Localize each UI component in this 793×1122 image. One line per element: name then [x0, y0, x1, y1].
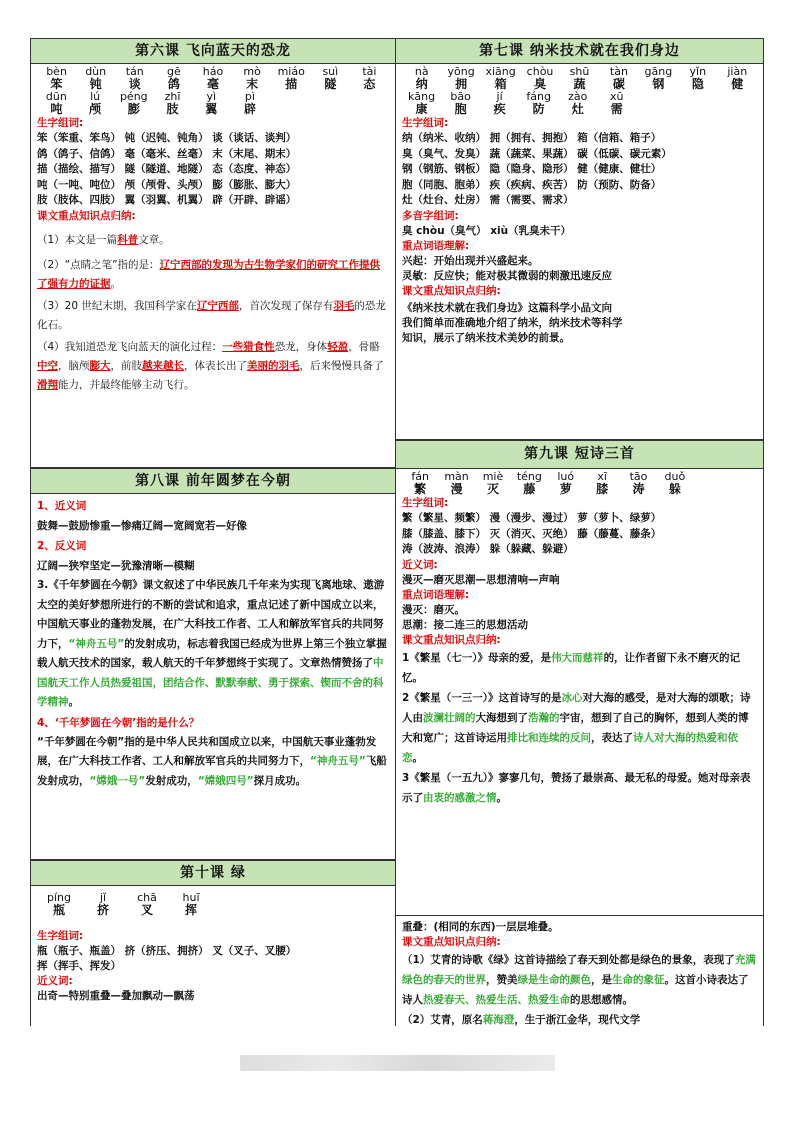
- lesson10-title: 第十课 绿: [31, 861, 395, 886]
- hanzi: 膨: [127, 102, 140, 116]
- pinyin: fán: [411, 470, 429, 483]
- pinyin: shū: [569, 65, 590, 78]
- hanzi: 健: [731, 77, 744, 91]
- pinyin: chòu: [526, 65, 554, 78]
- hanzi: 疾: [493, 102, 506, 116]
- pinyin-cell: [558, 91, 597, 116]
- lesson7-polyphone: 臭 chòu（臭气） xiù（乳臭未干）: [402, 224, 572, 237]
- lesson6-words: [37, 131, 389, 209]
- pinyin-cell: [37, 892, 81, 917]
- lesson7-term2: 灵敏：反应快；能对极其微弱的刺激迅速反应: [402, 269, 612, 282]
- lesson6-pinyin-row1: [37, 66, 389, 91]
- lesson10-point1: （1）艾青的诗歌《绿》这首诗描绘了春天到处都是绿色的景象，表现了充满绿色的春天的世界，赞美绿是生命的颜色，是生命的象征。这首小诗表达了诗人热爱春天、热爱生活、热爱生命的思想感情。: [402, 954, 756, 1006]
- hanzi: 颅: [89, 102, 102, 116]
- lesson9-point2: 2《繁星（一三一）》这首诗写的是冰心对大海的感受，是对大海的颂歌；诗人由波澜壮阔的大海想到了浩瀚的宇宙，想到了自己的胸怀，想到人类的博大和宽广；这首诗运用排比和连续的反问，表达了诗人对大海的热爱和依恋。: [402, 691, 751, 764]
- lesson9-words-label: 生字组词:: [402, 497, 449, 509]
- pinyin-cell: [311, 66, 350, 91]
- pinyin-cell: [657, 471, 693, 496]
- lesson6-point4: （4）我知道恐龙飞向蓝天的演化过程：一些猎食性恐龙，身体轻盈，骨骼中空，脑颅膨大，前肢越来越长，体表长出了美丽的羽毛，后来慢慢具备了滑翔能力，并最终能够主动飞行。: [37, 340, 384, 391]
- hanzi: 拥: [455, 77, 468, 91]
- hanzi: 防: [532, 102, 545, 116]
- lesson10-words-label: 生字组词:: [37, 930, 84, 942]
- hanzi: 繁: [414, 482, 427, 496]
- lesson10-continued-section: [396, 916, 764, 1026]
- pinyin: péng: [119, 90, 148, 103]
- hanzi: 肢: [166, 102, 179, 116]
- hanzi: 鸽: [167, 77, 180, 91]
- lesson10-term-overlap: 重叠：(相同的东西)一层层堆叠。: [402, 921, 559, 933]
- lesson7-summary-line1: 《纳米技术就在我们身边》这篇科学小品文向: [402, 301, 612, 314]
- hanzi: 隧: [324, 77, 337, 91]
- hanzi: 钝: [89, 77, 102, 91]
- hanzi: 臭: [534, 77, 547, 91]
- hanzi: 纳: [415, 77, 428, 91]
- pinyin: chā: [137, 891, 157, 904]
- pinyin: pì: [244, 90, 255, 103]
- pinyin-cell: [475, 471, 511, 496]
- pinyin: jǐ: [99, 891, 107, 904]
- hanzi: 隐: [691, 77, 704, 91]
- pinyin-cell: [520, 66, 559, 91]
- lesson10-synonym-label: 近义词:: [37, 975, 73, 987]
- pinyin: dùn: [85, 65, 107, 78]
- lesson9-synonym-label: 近义词:: [402, 558, 438, 571]
- pinyin-cell: [718, 66, 757, 91]
- pinyin: kāng: [407, 90, 436, 103]
- pinyin: suì: [322, 65, 339, 78]
- hanzi: 瓶: [52, 903, 65, 917]
- pinyin: tāo: [629, 470, 648, 483]
- pinyin-cell: [114, 91, 153, 116]
- word-line: 吨（一吨、吨位） 颅（颅骨、头颅） 膨（膨胀、膨大）: [37, 178, 297, 191]
- pinyin-cell: [639, 66, 678, 91]
- word-line: 膝（膝盖、膝下） 灭（消灭、灭绝） 藤（藤蔓、藤条）: [402, 527, 662, 540]
- hanzi: 叉: [140, 903, 153, 917]
- pinyin-cell: [350, 66, 389, 91]
- word-line: 涛（波涛、浪涛） 躲（躲藏、躲避）: [402, 543, 574, 555]
- word-line: 鸽（鸽子、信鸽） 毫（毫米、丝毫） 末（末尾、期末）: [37, 147, 297, 160]
- pinyin-cell: [438, 471, 474, 496]
- pinyin: miáo: [277, 65, 305, 78]
- pinyin-cell: [597, 91, 636, 116]
- pinyin-cell: [402, 471, 438, 496]
- lesson6-words-label: 生字组词:: [37, 117, 84, 129]
- pinyin-cell: [81, 892, 125, 917]
- hanzi: 胞: [454, 102, 467, 116]
- pinyin: luó: [557, 470, 575, 483]
- word-line: 胞（同胞、胞弟） 疾（疾病、疾苦） 防（预防、防备）: [402, 178, 662, 191]
- pinyin-cell: [193, 66, 232, 91]
- pinyin: yōng: [447, 65, 475, 78]
- lesson9-synonyms: 漫灭—磨灭思潮—思想清响—声响: [402, 573, 560, 586]
- lesson6-section: [30, 38, 396, 468]
- pinyin-cell: [115, 66, 154, 91]
- hanzi: 康: [415, 102, 428, 116]
- lesson8-antonyms: 辽阔—狭窄坚定—犹豫清晰—模糊: [37, 560, 195, 572]
- hanzi: 挤: [96, 903, 109, 917]
- lesson9-pinyin: [402, 471, 693, 496]
- pinyin: téng: [516, 470, 542, 483]
- lesson6-summary-label: 课文重点知识点归纳:: [37, 209, 136, 222]
- pinyin: bāo: [450, 90, 471, 103]
- lesson9-terms-label: 重点词语理解:: [402, 588, 470, 601]
- pinyin: jí: [496, 90, 503, 103]
- pinyin-cell: [548, 471, 584, 496]
- lesson6-point1: （1）本文是一篇科普文章。: [37, 233, 170, 246]
- lesson8-antonym-heading: 2、反义词: [37, 540, 87, 552]
- hanzi: 描: [285, 77, 298, 91]
- pinyin: zào: [568, 90, 588, 103]
- blurred-footer-watermark: [240, 1055, 555, 1071]
- hanzi: 蔬: [573, 77, 586, 91]
- hanzi: 涛: [632, 482, 645, 496]
- pinyin: bèn: [46, 65, 67, 78]
- lesson9-section: [396, 440, 764, 916]
- pinyin: píng: [47, 891, 71, 904]
- pinyin-cell: [37, 66, 76, 91]
- pinyin-cell: [37, 91, 76, 116]
- pinyin-cell: [125, 892, 169, 917]
- pinyin: jiàn: [727, 65, 748, 78]
- pinyin: duǒ: [664, 470, 686, 483]
- pinyin-cell: [169, 892, 213, 917]
- lesson8-point3: 3.《千年梦圆在今朝》课文叙述了中华民族几千年来为实现飞离地球、遨游太空的美好梦想所进行的不断的尝试和追求，重点记述了新中国成立以来，中国航天事业的蓬勃发展，在广大科技工作者、工人和解放军官兵的共同努力下，“神舟五号”的发射成功，标志着我国已经成为世界上第三个独立掌握载人航天技术的国家，载人航天的千年梦想终于实现了。文章热情赞扬了中国航天工作人员热爱祖国，团结合作、默默奉献、勇于探索、锲而不舍的科学精神。: [37, 579, 387, 708]
- pinyin-cell: [76, 66, 115, 91]
- lesson10-section: [30, 860, 396, 1026]
- pinyin-cell: [599, 66, 638, 91]
- hanzi: 谈: [128, 77, 141, 91]
- lesson7-pinyin-row1: [402, 66, 757, 91]
- lesson10-words-line1: 瓶（瓶子、瓶盖） 挤（挤压、拥挤） 叉（叉子、叉腰）: [37, 945, 297, 957]
- hanzi: 毫: [206, 77, 219, 91]
- lesson9-term2: 思潮：接二连三的思想活动: [402, 618, 528, 631]
- pinyin-cell: [153, 91, 192, 116]
- hanzi: 笨: [50, 77, 63, 91]
- hanzi: 末: [246, 77, 259, 91]
- pinyin: háo: [202, 65, 224, 78]
- pinyin: yǐn: [689, 65, 707, 78]
- hanzi: 躲: [668, 482, 681, 496]
- lesson9-summary-label: 课文重点知识点归纳:: [402, 633, 501, 646]
- lesson9-point3: 3《繁星（一五九）》寥寥几句，赞扬了最崇高、最无私的母爱。她对母亲表示了由衷的感激之情。: [402, 771, 751, 804]
- lesson7-summary-line3: 知识，展示了纳米技术美妙的前景。: [402, 331, 570, 344]
- lesson8-title: 第八课 前年圆梦在今朝: [31, 469, 395, 494]
- pinyin-cell: [192, 91, 231, 116]
- hanzi: 挥: [184, 903, 197, 917]
- pinyin: miè: [482, 470, 504, 483]
- hanzi: 态: [363, 77, 376, 91]
- pinyin: màn: [444, 470, 469, 483]
- pinyin-cell: [519, 91, 558, 116]
- hanzi: 吨: [50, 102, 63, 116]
- hanzi: 藤: [523, 482, 536, 496]
- lesson10-words-line2: 挥（挥手、挥发）: [37, 960, 121, 972]
- pinyin-cell: [678, 66, 717, 91]
- lesson10-synonyms: 出奇—特别重叠—叠加飘动—飘荡: [37, 990, 195, 1002]
- hanzi: 膝: [596, 482, 609, 496]
- lesson9-term1: 漫灭：磨灭。: [402, 603, 465, 616]
- lesson8-section: [30, 468, 396, 860]
- pinyin: dūn: [45, 90, 67, 103]
- pinyin: nà: [414, 65, 429, 78]
- lesson10-pinyin: [37, 892, 213, 917]
- pinyin: fáng: [526, 90, 551, 103]
- lesson6-title: 第六课 飞向蓝天的恐龙: [31, 39, 395, 64]
- hanzi: 钢: [652, 77, 665, 91]
- lesson7-title: 第七课 纳米技术就在我们身边: [396, 39, 763, 64]
- word-line: 纳（纳米、收纳） 拥（拥有、拥抱） 箱（信箱、箱子）: [402, 132, 662, 144]
- word-line: 描（描绘、描写） 隧（隧道、地隧） 态（态度、神态）: [37, 163, 297, 175]
- pinyin: tàn: [609, 65, 628, 78]
- lesson7-words-label: 生字组词:: [402, 117, 449, 129]
- lesson9-words: [402, 511, 757, 558]
- lesson7-section: [396, 38, 764, 440]
- hanzi: 灭: [486, 482, 499, 496]
- pinyin: gāng: [644, 65, 673, 78]
- lesson7-term1: 兴起：开始出现并兴盛起来。: [402, 254, 539, 267]
- pinyin-cell: [441, 91, 480, 116]
- word-line: 笨（笨重、笨鸟） 钝（迟钝、钝角） 谈（谈话、谈判）: [37, 132, 297, 144]
- lesson8-synonyms: 鼓舞—鼓励惨重—惨痛辽阔—宽阔宽若—好像: [37, 520, 247, 532]
- pinyin-cell: [76, 91, 115, 116]
- hanzi: 灶: [571, 102, 584, 116]
- pinyin-cell: [231, 91, 270, 116]
- hanzi: 萝: [559, 482, 572, 496]
- pinyin: zhī: [164, 90, 181, 103]
- worksheet: [30, 38, 764, 1026]
- pinyin-cell: [402, 91, 441, 116]
- lesson7-summary-label: 课文重点知识点归纳:: [402, 284, 501, 297]
- pinyin: yì: [206, 90, 217, 103]
- pinyin: lú: [90, 90, 101, 103]
- hanzi: 碳: [612, 77, 625, 91]
- pinyin-cell: [402, 66, 441, 91]
- lesson7-summary-line2: 我们简单而准确地介绍了纳米，纳米技术等科学: [402, 316, 623, 329]
- pinyin: xiāng: [485, 65, 516, 78]
- lesson8-question4: 4、‘千年梦圆在今朝’指的是什么？: [37, 716, 200, 729]
- hanzi: 漫: [450, 482, 463, 496]
- pinyin-cell: [481, 66, 520, 91]
- lesson9-point1: 1《繁星（七一）》母亲的爱，是伟大而慈祥的，让作者留下永不磨灭的记忆。: [402, 651, 741, 684]
- lesson7-words: [402, 131, 757, 209]
- lesson6-point3: （3）20 世纪末期，我国科学家在辽宁西部，首次发现了保存有羽毛的恐龙化石。: [37, 299, 386, 331]
- pinyin: tán: [125, 65, 144, 78]
- lesson10-point2: （2）艾青，原名蒋海澄，生于浙江金华，现代文学: [402, 1014, 641, 1026]
- pinyin: mò: [243, 65, 261, 78]
- lesson6-point2: （2）“点睛之笔”指的是：辽宁西部的发现为古生物学家们的研究工作提供了强有力的证据。: [37, 258, 381, 290]
- lesson7-pinyin-row2: [402, 91, 636, 116]
- pinyin: gē: [167, 65, 181, 78]
- pinyin-cell: [560, 66, 599, 91]
- pinyin-cell: [480, 91, 519, 116]
- lesson8-answer4: “千年梦圆在今朝”指的是中华人民共和国成立以来，中国航天事业蓬勃发展，在广大科技工作者、工人和解放军官兵的共同努力下，“神舟五号”飞船发射成功，“嫦娥一号”发射成功，“嫦娥四号”探月成功。: [37, 735, 387, 787]
- hanzi: 需: [610, 102, 623, 116]
- word-line: 肢（肢体、四肢） 翼（羽翼、机翼） 辟（开辟、辟谣）: [37, 194, 297, 206]
- pinyin-cell: [272, 66, 311, 91]
- lesson6-pinyin-row2: [37, 91, 269, 116]
- pinyin: xū: [610, 90, 624, 103]
- word-line: 灶（灶台、灶房） 需（需要、需求）: [402, 194, 574, 206]
- lesson10-summary-label: 课文重点知识点归纳:: [402, 936, 501, 948]
- pinyin: tài: [362, 65, 377, 78]
- hanzi: 辟: [243, 102, 256, 116]
- pinyin-cell: [154, 66, 193, 91]
- word-line: 繁（繁星、频繁） 漫（漫步、漫过） 萝（萝卜、绿萝）: [402, 512, 662, 524]
- lesson7-terms-label: 重点词语理解:: [402, 239, 470, 252]
- lesson9-title: 第九课 短诗三首: [396, 441, 763, 469]
- pinyin: huī: [182, 891, 200, 904]
- hanzi: 箱: [494, 77, 507, 91]
- lesson8-synonym-heading: 1、近义词: [37, 500, 87, 512]
- hanzi: 翼: [205, 102, 218, 116]
- word-line: 臭（臭气、发臭） 蔬（蔬菜、果蔬） 碳（低碳、碳元素）: [402, 147, 672, 160]
- pinyin: xī: [597, 470, 607, 483]
- pinyin-cell: [233, 66, 272, 91]
- pinyin-cell: [620, 471, 656, 496]
- word-line: 钢（钢筋、钢板） 隐（隐身、隐形） 健（健康、健壮）: [402, 163, 662, 175]
- lesson7-polyphone-label: 多音字组词:: [402, 209, 459, 222]
- pinyin-cell: [511, 471, 547, 496]
- pinyin-cell: [441, 66, 480, 91]
- pinyin-cell: [584, 471, 620, 496]
